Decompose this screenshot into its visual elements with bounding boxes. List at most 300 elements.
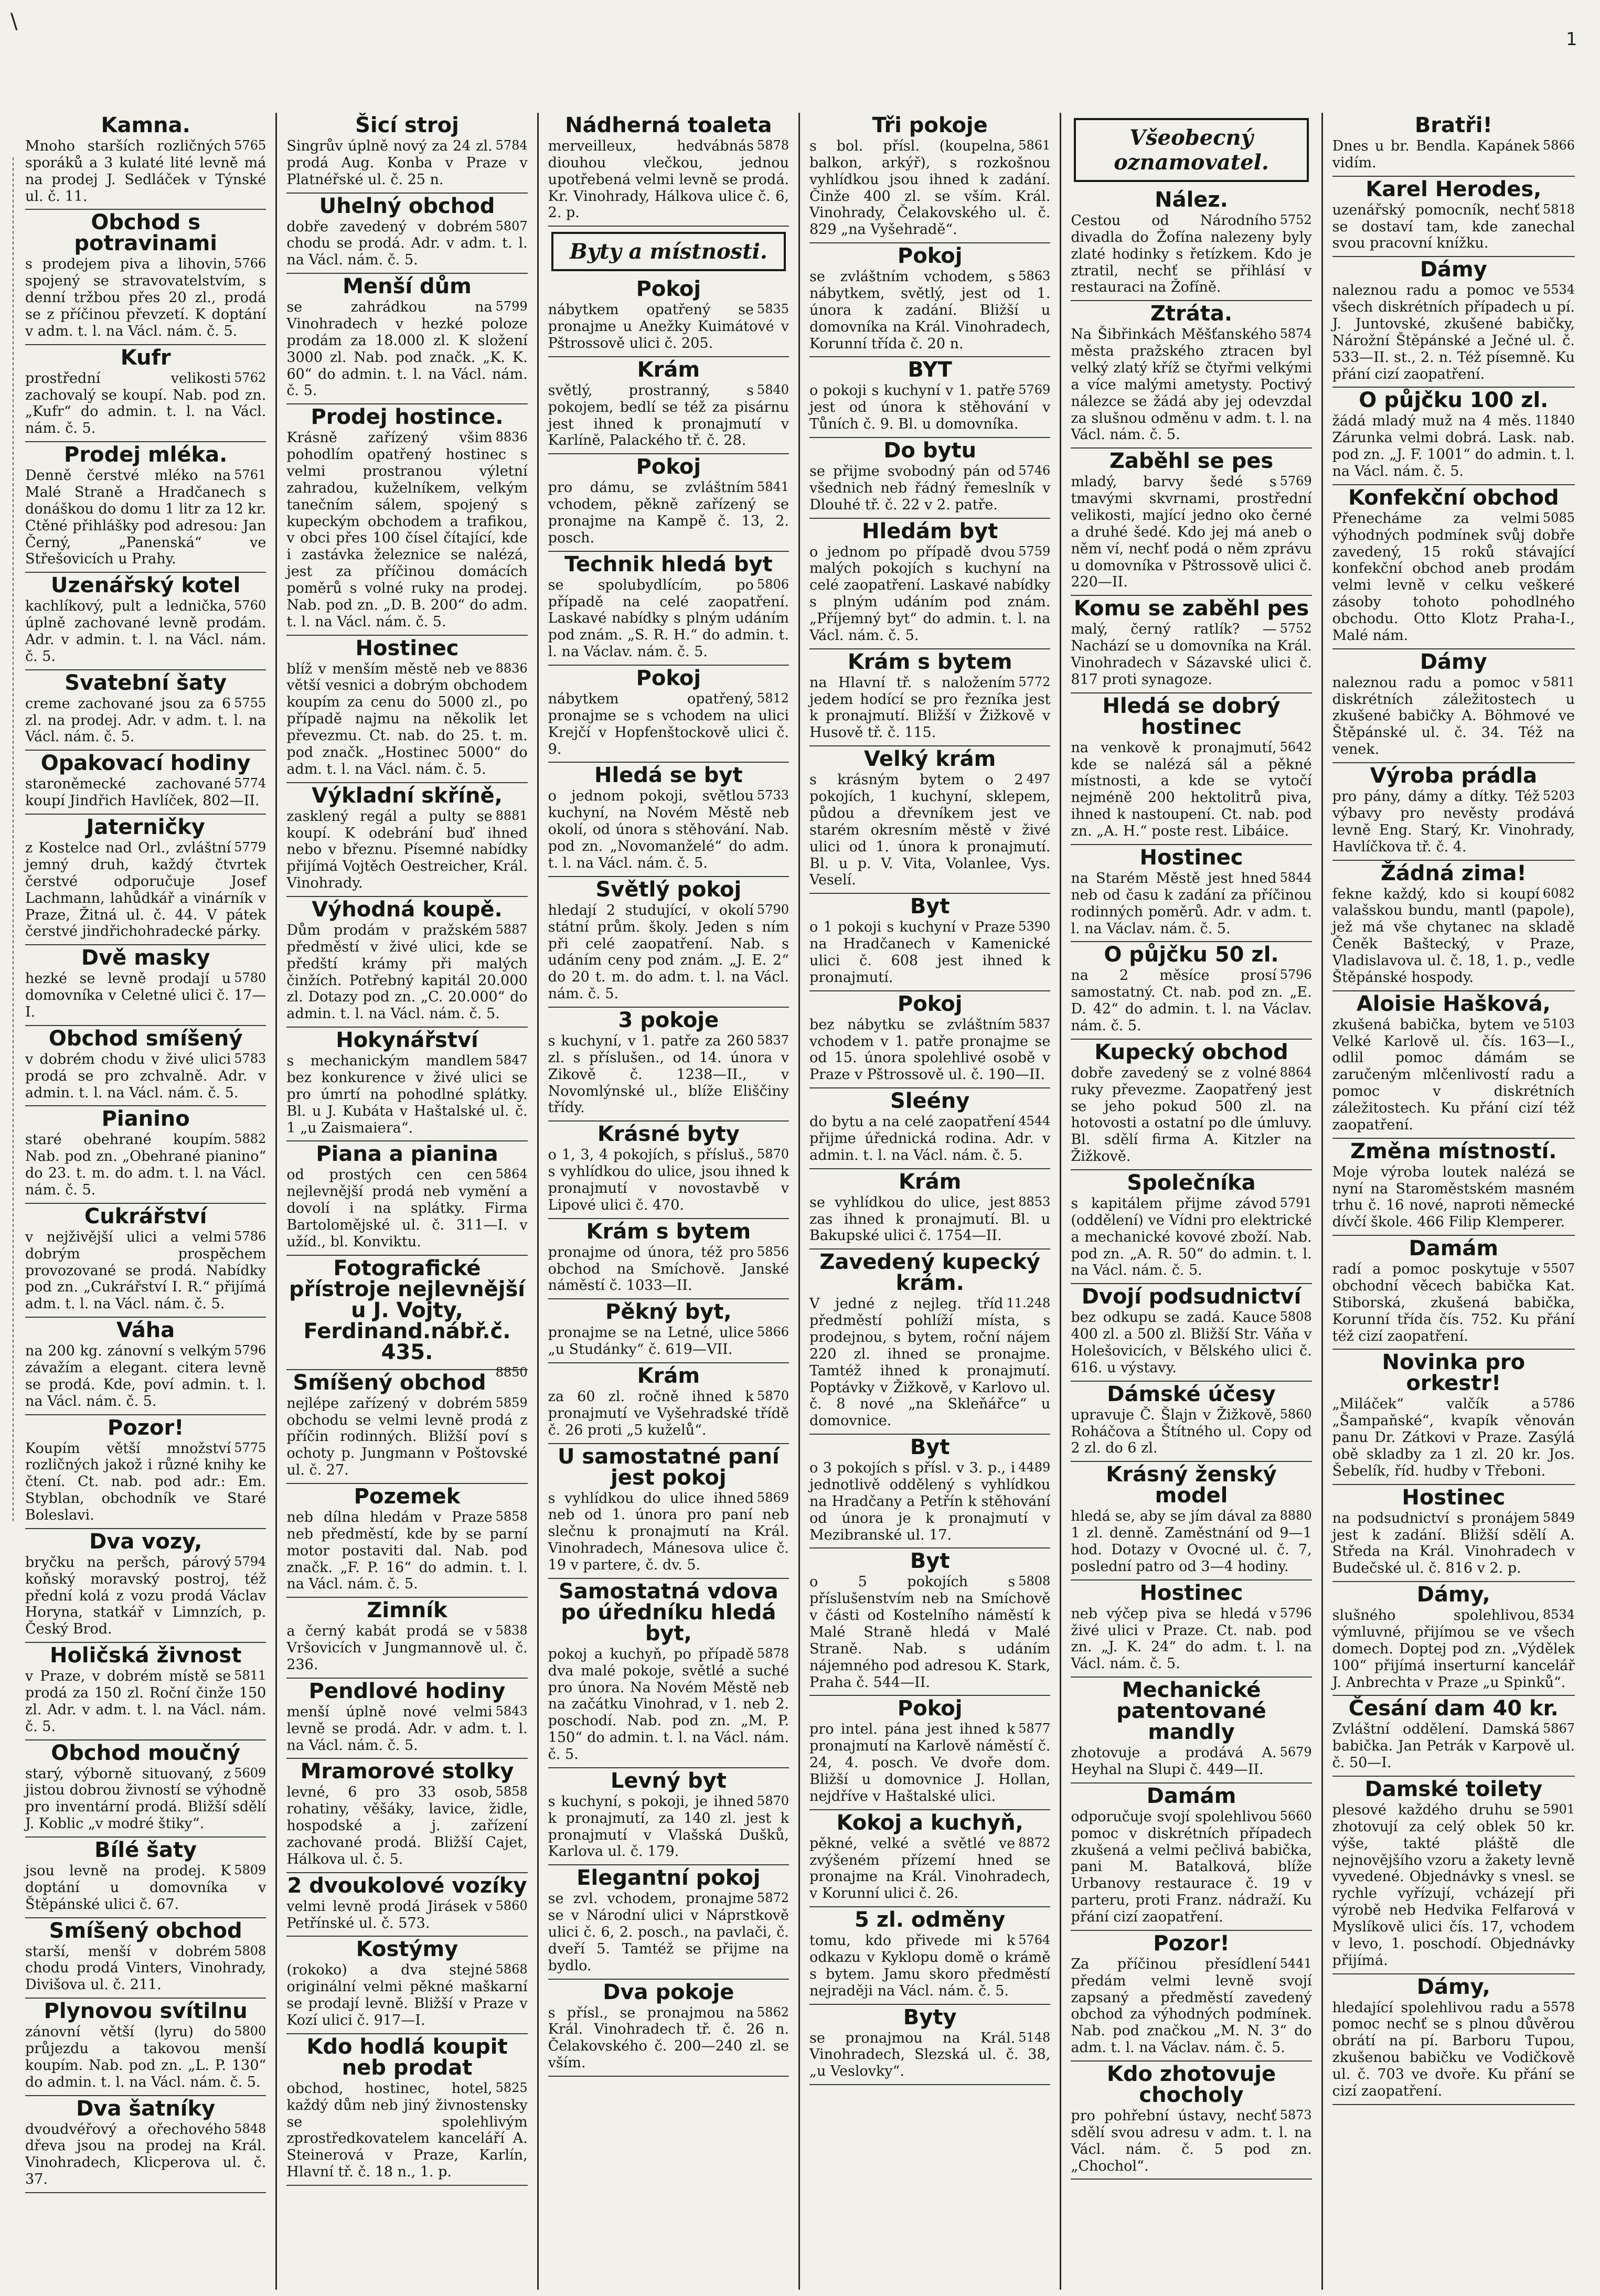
ad-body (25, 1440, 266, 1524)
classified-ad (1071, 1931, 1311, 2062)
ad-number: 8872 (1018, 1835, 1051, 1850)
classified-ad (1071, 1678, 1311, 1784)
ad-body (548, 1389, 789, 1439)
classified-ad (1332, 1582, 1575, 1696)
left-margin-fold (0, 157, 14, 1521)
ad-text: s krásným bytem o 2 pokojích, 1 kuchyní, sklepem, půdou a dřevníkem jest ve starém okresním městě v živé ulici od 1. února k pronajmutí. Bl. u p. V. Vita, Volanlee, Vys. Veselí. (809, 772, 1051, 889)
ad-number: 5752 (1279, 212, 1312, 227)
ad-body (548, 788, 789, 871)
classified-ad (25, 751, 266, 815)
ad-number: 5870 (756, 1388, 789, 1403)
ad-number: 5755 (234, 695, 266, 710)
classified-ad (25, 1643, 266, 1740)
ad-number: 4544 (1018, 1114, 1051, 1129)
classified-ad (286, 274, 527, 404)
ad-headline: Karel Herodes, (1366, 177, 1542, 201)
ad-body (548, 1244, 789, 1295)
ad-headline: Pokoj (636, 455, 701, 479)
classified-ad (1332, 485, 1575, 649)
ad-number: 5837 (756, 1032, 789, 1048)
ad-text: zhotovuje a prodává A. Heyhal na Slupi č. 449—II. (1071, 1745, 1277, 1778)
ad-text: uzenářský pomocník, nechť se dostaví tam, kde zanechal svou pracovní knížku. (1332, 201, 1575, 252)
classified-ad (286, 194, 527, 274)
ad-headline: Výhodná koupě. (312, 897, 503, 922)
ad-number: 5507 (1542, 1261, 1575, 1276)
ad-headline: Komu se zaběhl pes (1073, 596, 1309, 621)
ad-headline: Mramorové stolky (300, 1759, 514, 1784)
classified-ad (1071, 1040, 1311, 1170)
ad-headline: Kokoj a kuchyň, (836, 1810, 1023, 1835)
ad-text: pro pány, dámy a dítky. Též výbavy pro nevěsty prodává levně Eng. Starý, Kr. Vinohrady, Havlíčkova tř. č. 4. (1332, 788, 1575, 855)
ad-body (25, 1766, 266, 1832)
ad-body (286, 1898, 527, 1932)
ad-number: 5887 (495, 922, 528, 937)
ad-headline: Světlý pokoj (595, 877, 742, 902)
ad-number: 5780 (234, 970, 266, 986)
ad-text: Za příčinou přesídlení předám velmi levně svojí zapsaný a předměstí zavedený obchod za výhodných podmínek. Nab. pod značkou „M. N. 3“ do adm. t. l. na Václav. nám. č. 5. (1071, 1956, 1312, 2056)
ad-headline: Krásný ženský model (1106, 1462, 1277, 1508)
ad-headline: Byt (910, 1549, 950, 1574)
classified-ad (25, 1918, 266, 1999)
ad-body (286, 808, 527, 892)
ad-text: Cestou od Národního divadla do Žofína nalezeny byly zlaté hodinky s řetízkem. Kdo je ztratil, nechť se přihlásí v restauraci na Žofíně. (1071, 212, 1312, 296)
ad-text: odporučuje svojí spolehlivou pomoc v diskrétních případech zkušená a velmi pečlivá babička, pani M. Batalková, blíže Urbanovy restaurace č. 19 v parteru, proti Franz. nádraží. Ku přání cizí zaopatření. (1071, 1808, 1312, 1926)
classified-ad (286, 783, 527, 897)
classified-ad (548, 357, 789, 454)
ad-number: 5870 (756, 1147, 789, 1162)
ad-text: z Kostelce nad Orl., zvláštní jemný druh, každý čtvrtek čerstvé odporučuje Josef Lachmann, lahůdkář a vinárník v Praze, Žitná ul. č. 44. V pátek čerstvé jindřichohradecké párky. (25, 840, 266, 940)
ad-headline: Kufr (120, 345, 171, 370)
ad-text: Moje výroba loutek nalézá se nyní na Staroměstském masném trhu č. 16 nové, naproti německé dívčí škole. 466 Filip Klemperer. (1332, 1163, 1575, 1231)
ad-number: 5811 (234, 1668, 266, 1683)
classified-ad (548, 1122, 789, 1219)
ad-number: 5786 (1542, 1396, 1575, 1411)
ad-body (1332, 202, 1575, 252)
ad-text: dobře zavedený v dobrém chodu se prodá. Adr. v adm. t. l. na Václ. nám. č. 5. (286, 218, 528, 269)
ad-headline: Změna místností. (1350, 1139, 1557, 1163)
ad-number: 5808 (1018, 1574, 1051, 1589)
classified-ad (809, 243, 1050, 357)
ad-number: 5878 (756, 1646, 789, 1661)
ad-text: obchod, hostinec, hotel, každý dům neb jiný živnostensky se spolehlivým zprostředkovatelem kanceláří A. Steinerová v Praze, Karlín, Hlavní tř. č. 18 n., 1. p. (286, 2080, 528, 2181)
ad-headline: Uzenářský kotel (50, 573, 241, 598)
ad-number: 11.248 (1006, 1296, 1051, 1311)
ad-text: plesové každého druhu se zhotovují za celý oblek 50 kr. výše, takté pláště dle nejnovějšího vzoru a žakety levně vyvedené. Objednávky s vnesl. se rychle vyřízují, vcházejí při výrobě neb Hedvika Felfarová v Myslíkově ulici čís. 17, vchodem v levo, 1. poschodí. Objednávky přijímá. (1332, 1802, 1575, 1969)
ad-body (25, 256, 266, 339)
ad-text: blíž v menším městě neb ve větší vesnici a dobrým obchodem koupím za cenu do 5000 zl., po případě najmu na několik let převezmu. Ct. nab. do 25. t. m. pod značk. „Hostinec 5000“ do adm. t. l. na Václ. nám. č. 5. (286, 660, 528, 777)
classified-ad (548, 1579, 789, 1768)
ad-text: bez odkupu se zadá. Kauce 400 zl. a 500 zl. Bližší Str. Váňa v Holešovicích, v Bělského ulici č. 616. u výstavy. (1071, 1309, 1312, 1376)
classified-ad (809, 894, 1050, 991)
ad-body (1071, 1745, 1311, 1778)
ad-text: se zvl. vchodem, pronajme se v Národní ulici v Náprstkově ulici č. 6, 2. posch., na pavlači, č. dveří 5. Tamtéž se přijme na bydlo. (548, 1891, 789, 1974)
ad-text: světlý, prostranný, s pokojem, bedlí se též za pisárnu jest ihned k pronajmutí v Karlíně, Palackého tř. č. 28. (548, 382, 789, 449)
classified-ad (1071, 2062, 1311, 2180)
ad-headline: Žádná zima! (1380, 861, 1527, 885)
ad-headline: Zimník (367, 1598, 447, 1623)
ad-body (25, 370, 266, 437)
ad-body (809, 1194, 1050, 1245)
ad-text: dvoudvéřový a ořechového dřeva jsou na prodej na Král. Vinohradech, Klicperova ul. č. 37. (25, 2121, 266, 2188)
classified-ad (1071, 1284, 1311, 1381)
section-header-box: Byty a místnosti. (551, 232, 786, 271)
ad-headline: Kamna. (101, 113, 190, 137)
ad-text: zkušená babička, bytem ve Velké Karlově ul. čís. 163—I., odlil pomoc dámám se zaručeným mlčenlivostí radu a pomoc v diskrétních záležitostech. Ku přání cizí též zaopatření. (1332, 1016, 1575, 1133)
classified-ad (286, 404, 527, 635)
ad-text: fekne každý, kdo si koupí valašskou bundu, mantl (papole), jež má vše chytanec na skladě Čeněk Baštecký, v Praze, Vladislavova ul. č. 18, 1. p., vedle Štěpánské hospody. (1332, 885, 1575, 986)
classified-ad (809, 357, 1050, 438)
ad-body (286, 1784, 527, 1867)
ad-number: 5764 (1018, 1932, 1051, 1948)
ad-headline: Dámy (1420, 258, 1487, 282)
classified-ad (548, 552, 789, 666)
ad-headline: Pozor! (107, 1415, 184, 1440)
ad-headline: Hokynářství (336, 1028, 478, 1053)
ad-number: 5733 (756, 788, 789, 803)
classified-ad (1071, 1580, 1311, 1678)
ad-text: v nejživější ulici a velmi dobrým prospěchem provozované se prodá. Nabídky pod zn. „Cukrářství I. R.“ přijímá adm. t. l. na Václ. nám. č. 5. (25, 1229, 266, 1312)
ad-text: s kuchyní, s pokoji, je ihned k pronajmutí, za 140 zl. jest k pronajmutí v Vlašská Dušků, Karlova ul. č. 179. (548, 1793, 789, 1860)
ad-headline: Smíšený obchod (293, 1370, 486, 1395)
ad-headline: Sleény (890, 1089, 970, 1114)
ad-number: 5859 (495, 1395, 528, 1410)
ad-number: 5807 (495, 218, 528, 233)
ad-headline: Pokoj (897, 1696, 963, 1721)
ad-body (1332, 413, 1575, 479)
classified-ad (548, 276, 789, 357)
classified-ad (1071, 845, 1311, 942)
ad-number: 5769 (1279, 474, 1312, 489)
ad-headline: BYT (908, 358, 952, 382)
ad-body (286, 922, 527, 1022)
ad-body (1332, 1396, 1575, 1479)
ad-number: 5441 (1279, 1956, 1312, 1971)
classified-ad (286, 113, 527, 194)
classified-ad (809, 2005, 1050, 2086)
ad-text: bryčku na peršch, párový koňský moravský postroj, též přední kolá z vozu prodá Václav Horyna, statkář v Limnzích, p. Český Brod. (25, 1554, 266, 1638)
ad-text: se pronajmou na Král. Vinohradech, Slezská ul. č. 38, „u Veslovky“. (809, 2030, 1051, 2080)
ad-body (809, 772, 1050, 889)
ad-body (25, 1131, 266, 1198)
ad-headline: Dámy, (1416, 1974, 1490, 1999)
ad-number: 5825 (495, 2080, 528, 2095)
ad-text: hledající spolehlivou radu a pomoc nechť se s plnou důvěrou obrátí na pí. Barboru Tupou, zkušenou babičku ve Vodičkově ul. č. 703 ve dvoře. Ku přání se cizí zaopatření. (1332, 1999, 1575, 2099)
ad-text: starý, výborně situovaný, z jistou dobrou živností se výhodně pro inventární prodá. Bližší sdělí J. Koblic „v modré štiky“. (25, 1765, 266, 1832)
classified-ad (1332, 1974, 1575, 2105)
ad-body (548, 1490, 789, 1574)
classified-ad (1332, 861, 1575, 991)
ad-body (809, 1460, 1050, 1543)
ad-headline: Kdo hodlá koupit neb prodat (306, 2034, 508, 2080)
ad-text: na Starém Městě jest hned neb od času k zadání za příčinou rodinných poměrů. Adr. v adm. t. l. na Václav. nám. č. 5. (1071, 870, 1312, 937)
ad-headline: 3 pokoje (618, 1008, 719, 1032)
classified-ad (1332, 1139, 1575, 1236)
classified-ad (809, 1169, 1050, 1250)
classified-ad (1332, 177, 1575, 258)
ad-text: hezké se levně prodají u domovníka v Celetné ulici č. 17—I. (25, 970, 266, 1020)
classified-ad (1071, 1462, 1311, 1580)
ad-headline: Holičská živnost (49, 1643, 242, 1668)
ad-body (809, 1114, 1050, 1164)
ad-number: 5085 (1542, 510, 1575, 525)
ad-text: malý, černý ratlík? — Nachází se u domovníka na Král. Vinohradech v Sázavské ulici č. 817 proti synagoze. (1071, 621, 1312, 688)
ad-body (286, 2080, 527, 2181)
ad-headline: Dva pokoje (603, 1980, 734, 2004)
ad-number: 5873 (1279, 2108, 1312, 2123)
ad-text: v dobrém chodu v živé ulici prodá se pro zchvalně. Adr. v admin. t. l. na Václ. nám. č. 5. (25, 1051, 266, 1101)
ad-headline: Kupecký obchod (1094, 1040, 1288, 1064)
ad-number: 5878 (756, 138, 789, 153)
classified-ad (25, 113, 266, 210)
ad-text: „Miláček“ valčík a „Šampaňské“, kvapík věnován panu Dr. Zátkovi v Praze. Zasýlá obě skladby za 1 zl. 20 kr. Jos. Šebelík, říd. hudby v Třeboni. (1332, 1396, 1575, 1479)
ad-headline: Hostinec (1402, 1485, 1506, 1510)
ad-text: staré obehrané koupím. Nab. pod zn. „Obehrané pianino“ do 23. t. m. do adm. t. l. na Václ. nám. č. 5. (25, 1131, 266, 1198)
ad-text: se zahrádkou na Vinohradech v hezké poloze prodám za 18.000 zl. K složení 3000 zl. Nab. pod značk. „K. K. 60“ do admin. t. l. na Václ. nám. č. 5. (286, 299, 528, 399)
classified-ad (809, 113, 1050, 243)
ad-body (25, 1863, 266, 1913)
ad-number: 5847 (495, 1053, 528, 1068)
classified-ad (809, 1549, 1050, 1696)
ad-headline: Pozor! (1153, 1931, 1230, 1956)
ad-body (809, 138, 1050, 238)
classified-ad (548, 454, 789, 551)
classified-ad (25, 442, 266, 573)
ad-text: na 200 kg. zánovní s velkým závažím a elegant. citera levně se prodá. Kde, poví admin. t. l. na Václ. nám. č. 5. (25, 1343, 266, 1409)
ad-text: menší úplně nové velmi levně se prodá. Adr. v adm. t. l. na Václ. nám. č. 5. (286, 1703, 528, 1754)
ad-headline: Společníka (1127, 1170, 1256, 1195)
ad-headline: Hostinec (1139, 845, 1243, 870)
ad-text: neb dílna hledám v Praze neb předměstí, kde by se parní motor postaviti dal. Nab. pod značk. „F. P. 16“ do admin. t. l. na Václ. nám. č. 5. (286, 1509, 528, 1593)
ad-text: se vyhlídkou do ulice, jest zas ihned k pronajmutí. Bl. u Bakupské ulici č. 1754—II. (809, 1194, 1051, 1244)
classified-ad (25, 1415, 266, 1529)
ad-number: 5870 (756, 1793, 789, 1808)
ad-body (286, 661, 527, 778)
ad-text: hledají 2 studující, v okolí státní prům. školy. Jeden s ním při celé zaopatření. Nab. s udáním ceny pod znám. „J. E. 2“ do 20 t. m. do adm. t. l. na Václ. nám. č. 5. (548, 902, 789, 1002)
ad-body (286, 1395, 527, 1479)
ad-headline: Opakovací hodiny (40, 751, 251, 776)
ad-number: 5877 (1018, 1721, 1051, 1736)
ad-headline: Dámy (1420, 649, 1487, 674)
ad-headline: Hledám byt (861, 519, 998, 543)
ad-number: 8880 (1279, 1508, 1312, 1523)
ad-body (25, 696, 266, 746)
ad-headline: Krám s bytem (586, 1219, 751, 1244)
ad-headline: Levný byt (610, 1768, 727, 1793)
ad-headline: Bratři! (1414, 113, 1492, 137)
ad-headline: Smíšený obchod (49, 1918, 242, 1943)
classified-ad (1071, 693, 1311, 845)
ad-body (548, 1147, 789, 1213)
classified-ad (286, 1370, 527, 1484)
classified-ad (809, 649, 1050, 746)
ad-text: s kapitálem přijme závod (oddělení) ve Vídni pro elektrické a mechanické kovové zboží. Nab. pod zn. „A. R. 50“ do admin. t. l. na Václ. nám. č. 5. (1071, 1195, 1312, 1279)
classified-ad (809, 1435, 1050, 1549)
ad-body (1071, 1809, 1311, 1926)
classified-ad (25, 1838, 266, 1918)
ad-body (809, 1721, 1050, 1804)
ad-text: o jednom po případě dvou malých pokojích s kuchyní na celé zaopatření. Laskavé nabídky s plným udáním pod znám. „Příjemný byt“ do admin. t. l. na Václ. nám. č. 5. (809, 543, 1051, 644)
ad-text: pronajme od února, též pro obchod na Smíchově. Janské náměstí č. 1033—II. (548, 1244, 789, 1294)
classified-ad (548, 1008, 789, 1122)
ad-text: radí a pomoc poskytuje v obchodní věcech babička Kat. Stiborská, zkušená babička, Korunní třída čís. 752. Ku přání též cizí zaopatření. (1332, 1261, 1575, 1344)
ad-body (286, 138, 527, 188)
ad-headline: Fotografické přístroje nejlevnější u J. Vojty, Ferdinand.nábř.č. 435. (289, 1256, 526, 1364)
ad-text: kachlíkový, pult a lednička, úplně zachované levně prodám. Adr. v admin. t. l. na Václ. nám. č. 5. (25, 598, 266, 665)
classified-ad (548, 1768, 789, 1865)
ad-body (1071, 621, 1311, 688)
ad-number: 5746 (1018, 463, 1051, 478)
ad-text: staroněmecké zachované koupí Jindřich Havlíček, 802—II. (25, 776, 260, 809)
ad-number: 5840 (756, 382, 789, 397)
ad-number: 5866 (756, 1325, 789, 1340)
ad-text: nejlépe zařízený v dobrém obchodu se velmi levně prodá z příčin rodinných. Bližší poví s ochoty p. Jungmann v Poštovské ul. č. 27. (286, 1395, 528, 1479)
ad-headline: Mechanické patentované mandly (1116, 1678, 1266, 1745)
ad-text: od prostých cen cen nejlevnější prodá neb vymění a dovolí i na splátky. Firma Bartolomějské ul. č. 311—I. v užíd., bl. Konviktu. (286, 1167, 528, 1250)
ad-number: 5841 (756, 479, 789, 495)
column-6 (1323, 113, 1584, 2290)
ad-text: do bytu a na celé zaopatření přijme úřednická rodina. Adr. v admin. t. l. na Václ. nám. č. 5. (809, 1114, 1051, 1163)
classified-ad (1071, 1170, 1311, 1284)
ad-body (25, 598, 266, 665)
ad-text: se přijme svobodný pán od všednich neb řádný řemeslník v Dlouhé tř. č. 22 v 2. patře. (809, 463, 1051, 513)
classified-ad (25, 1529, 266, 1643)
classified-ad (25, 573, 266, 670)
ad-body (286, 1167, 527, 1250)
ad-number: 11840 (1534, 413, 1575, 428)
ad-body (25, 970, 266, 1021)
ad-body (25, 776, 266, 809)
ad-headline: Aloisie Hašková, (1356, 991, 1551, 1016)
classified-ad (548, 1444, 789, 1579)
classified-ad (1071, 1784, 1311, 1931)
ad-number: 5867 (1542, 1721, 1575, 1736)
ad-body (1071, 1956, 1311, 2056)
ad-body (1071, 1606, 1311, 1672)
column-5 (1061, 113, 1322, 2290)
classified-ad (286, 1679, 527, 1759)
ad-body (1332, 510, 1575, 644)
ad-number: 5794 (234, 1554, 266, 1569)
classified-ad (809, 1810, 1050, 1907)
ad-text: Na Šibřinkách Měšťanského města pražského ztracen byl velký zlatý kříž se čtyřmi velkými a více malými ametysty. Poctivý nálezce se žádá aby jej odevzdal za slušnou odměnu v adm. t. l. na Václ. nám. č. 5. (1071, 326, 1312, 443)
column-2 (277, 113, 538, 2290)
ad-text: o 1 pokoji s kuchyní v Praze na Hradčanech v Kamenické ulici č. 608 jest ihned k pronajmutí. (809, 919, 1051, 986)
ad-text: se zvláštním vchodem, s nábytkem, světlý, jest od 1. února k zadání. Bližší u domovníka na Král. Vinohradech, Korunní třída č. 20 n. (809, 269, 1051, 352)
ad-headline: Dva vozy, (89, 1529, 202, 1554)
ad-number: 5769 (1018, 382, 1051, 398)
ad-number: 5761 (234, 467, 266, 483)
ad-body (286, 1623, 527, 1673)
ad-text: hledá se, aby se jím dával za 1 zl. denně. Zaměstnání od 9—1 hod. Dotazy v Ovocné ul. č. 7, poslední patro od 3—4 hodiny. (1071, 1508, 1312, 1575)
ad-headline: Pokoj (897, 991, 963, 1016)
ad-headline: Prodej hostince. (311, 405, 504, 430)
ad-text: Singrův úplně nový za 24 zl. prodá Aug. Konba v Praze v Platnéřské ul. č. 25 n. (286, 138, 528, 188)
ad-headline: Jaterničky (86, 815, 205, 840)
ad-body (548, 1891, 789, 1974)
classified-ad (286, 1256, 528, 1380)
ad-headline: Dámské účesy (1107, 1382, 1276, 1406)
ad-text: na podsudnictví s pronájem jest k zadání. Bližší sdělí A. Středa na Král. Vinohradech v Budečské ul. č. 816 v 2. p. (1332, 1510, 1575, 1577)
ad-number: 5796 (234, 1343, 266, 1358)
ad-body (1332, 886, 1575, 986)
ad-text: nábytkem opatřený se pronajme u Anežky Kuimátové v Pštrossově ulici č. 205. (548, 302, 789, 352)
ad-body (548, 1325, 789, 1358)
ad-text: Mnoho starších rozličných sporáků a 3 kulaté lité levně má na prodej J. Sedláček v Týnské ul. č. 11. (25, 138, 266, 205)
ad-headline: Byt (910, 1435, 950, 1460)
ad-text: neb výčep piva se hledá v živé ulici v Praze. Ct. nab. pod zn. „J. K. 24“ do adm. t. l. na Václ. nám. č. 5. (1071, 1605, 1312, 1672)
ad-text: nábytkem opatřený, pronajme se s vchodem na ulici Krejčí v Hopfenštockově ulici č. 9. (548, 691, 789, 757)
classified-ad (25, 1318, 266, 1415)
classified-ad (1332, 113, 1575, 177)
ad-number: 5784 (495, 138, 528, 153)
ad-headline: Nález. (1155, 188, 1228, 212)
ad-headline: 2 dvoukolové vozíky (287, 1873, 527, 1898)
ad-text: mladý, barvy šedé s tmavými skvrnami, prostřední velikosti, mající jedno oko černé a druhé šedé. Kdo jej má aneb o něm ví, nechť podá o něm zprávu u domovníka v Pštrossově ulici č. 220—II. (1071, 474, 1312, 591)
ad-headline: Konfekční obchod (1348, 485, 1559, 510)
ad-headline: O půjčku 100 zl. (1359, 388, 1549, 413)
ad-body (1332, 2000, 1575, 2100)
ad-headline: Obchod s potravinami (74, 210, 217, 256)
ad-text: naleznou radu a pomoc v diskrétních záležitostech u zkušené babičky A. Böhmové ve Štěpánské ul. č. 34. Též na venek. (1332, 674, 1575, 758)
ad-headline: Do bytu (883, 439, 977, 463)
ad-body (809, 382, 1050, 433)
classified-ad (25, 210, 266, 345)
ad-body (1332, 1721, 1575, 1771)
ad-text: slušného spolehlivou, výmluvné, přijímou se ve všech domech. Doptej pod zn. „Výdělek 100“ přijímá inserturní kancelář J. Anbrechta v Praze „u Spinků“. (1332, 1607, 1575, 1691)
ad-body (1332, 1261, 1575, 1344)
classified-ad (548, 1219, 789, 1300)
ad-number: 5796 (1279, 967, 1312, 983)
classified-ad (25, 345, 266, 442)
ad-number: 5811 (1542, 674, 1575, 689)
classified-ad (1332, 388, 1575, 485)
ad-text: dobře zavedený se z volné ruky převezme. Zaopatřený jest se jeho pokud 500 zl. na hotovosti a ostatní po dle úmluvy. Bl. sdělí firma A. Kitzler na Žižkově. (1071, 1064, 1312, 1165)
ad-body (809, 675, 1050, 741)
ad-body (809, 269, 1050, 352)
ad-number: 5866 (1542, 138, 1575, 153)
ad-text: jsou levně na prodej. K doptání u domovníka v Štěpánské ulici č. 67. (25, 1863, 266, 1913)
ad-number: 5783 (234, 1051, 266, 1066)
ad-headline: Velký krám (864, 747, 996, 772)
column-3 (539, 113, 800, 2290)
classified-ad (286, 1598, 527, 1679)
ad-body (1071, 1065, 1311, 1165)
ad-headline: Menší dům (343, 274, 472, 299)
ad-body (1071, 474, 1311, 591)
classified-ad (548, 113, 789, 227)
ad-body (1332, 788, 1575, 855)
ad-headline: Dva šatníky (76, 2096, 216, 2121)
ad-text: o 5 pokojích s příslušenstvím neb na Smíchově v části od Kostelního náměstí k Malé Straně hledá v Malé Straně. Nab. s udáním nájemného pod adresou K. Stark, Praha č. 544—II. (809, 1574, 1051, 1691)
ad-body (809, 2030, 1050, 2080)
ad-text: o 3 pokojích s přísl. v 3. p., i jednotlivě oddělený s vyhlídkou na Hradčany a Petřín k stěhování od února je k pronajmutí v Mezibranské ul. 17. (809, 1460, 1051, 1543)
ad-text: pro dámu, se zvláštním vchodem, pěkně zařízený se pronajme na Kampě č. 13, 2. posch. (548, 479, 789, 546)
ad-number: 5390 (1018, 919, 1051, 934)
ad-number: 5808 (234, 1943, 266, 1958)
ad-body (1071, 2108, 1311, 2174)
ad-number: 5818 (1542, 201, 1575, 217)
classified-ad (286, 1028, 527, 1141)
classified-ad (809, 991, 1050, 1088)
ad-body (25, 1051, 266, 1102)
ad-text: levné, 6 pro 33 osob, rohatiny, věšáky, lavice, židle, hospodské a j. zařízení zachované prodá. Bližší Cajet, Hálkova ul. č. 5. (286, 1784, 528, 1867)
ad-body (25, 138, 266, 205)
classified-ad (25, 815, 266, 945)
ad-number: 5864 (495, 1167, 528, 1182)
ad-headline: Novinka pro orkestr! (1382, 1350, 1526, 1396)
ad-body (548, 2005, 789, 2071)
ad-headline: Šicí stroj (355, 113, 459, 137)
